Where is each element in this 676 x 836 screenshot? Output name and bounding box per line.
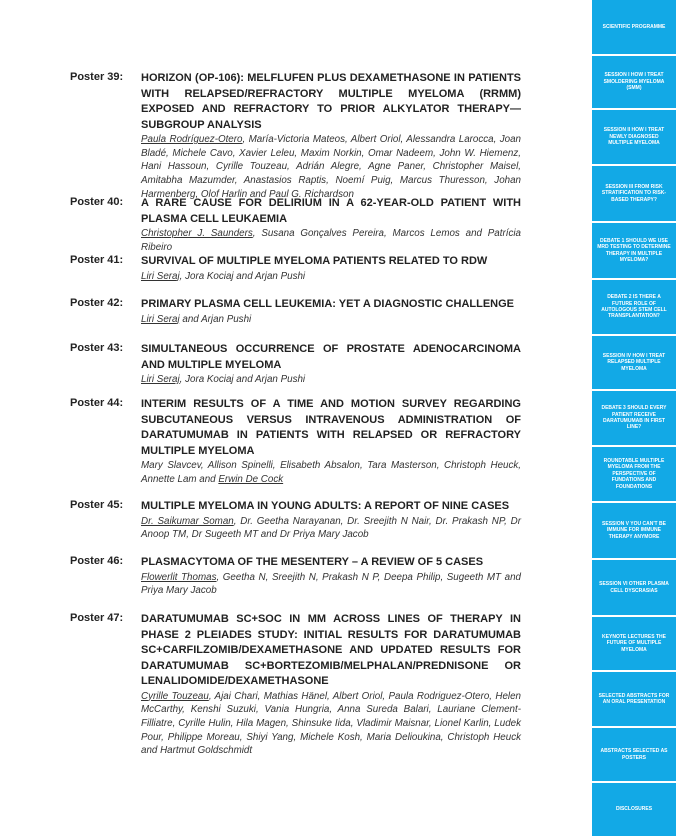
co-authors: and Arjan Pushi: [179, 313, 252, 325]
poster-number: Poster 47:: [70, 612, 124, 624]
poster-authors: [141, 373, 521, 387]
poster-title: SIMULTANEOUS OCCURRENCE OF PROSTATE ADENOCARCINOMA AND MULTIPLE MYELOMA: [141, 343, 521, 371]
poster-title: HORIZON (OP-106): MELFLUFEN PLUS DEXAMETHASONE IN PATIENTS WITH RELAPSED/REFRACTORY MULTIPLE MYELOMA (RRMM) EXPOSED AND REFRACTORY TO PRIOR ALKYLATOR THERAPY—SUBGROUP ANALYSIS: [141, 72, 521, 131]
presenting-author: Liri Seraj: [141, 374, 180, 385]
co-authors: , Dr. Geetha Narayanan, Dr. Sreejith N Nair, Dr. Prakash NP, Dr Anoop TM, Dr Sugeeth MT and Dr Priya Mary Jacob: [141, 515, 521, 541]
poster-number: Poster 40:: [70, 196, 124, 208]
poster-title: MULTIPLE MYELOMA IN YOUNG ADULTS: A REPORT OF NINE CASES: [141, 500, 510, 512]
sidebar-item-session-1[interactable]: SESSION I HOW I TREAT SMOLDERING MYELOMA (SMM): [592, 56, 676, 108]
poster-number: Poster 46:: [70, 555, 124, 567]
presenting-author: Paula Rodríguez-Otero: [141, 134, 243, 145]
poster-authors: [141, 313, 521, 327]
poster-title: INTERIM RESULTS OF A TIME AND MOTION SURVEY REGARDING SUBCUTANEOUS VERSUS INTRAVENOUS ADMINISTRATION OF DARATUMUMAB IN PATIENTS WITH RELAPSED OR REFRACTORY MULTIPLE MYELOMA: [141, 398, 521, 457]
sidebar-item-session-6[interactable]: SESSION VI OTHER PLASMA CELL DYSCRASIAS: [592, 560, 676, 615]
sidebar-item-selected-abstracts-oral[interactable]: SELECTED ABSTRACTS FOR AN ORAL PRESENTATION: [592, 672, 676, 726]
poster-number: Poster 43:: [70, 342, 124, 354]
poster-title: A RARE CAUSE FOR DELIRIUM IN A 62-YEAR-OLD PATIENT WITH PLASMA CELL LEUKAEMIA: [141, 197, 521, 225]
poster-number: Poster 42:: [70, 297, 124, 309]
co-authors: , Jora Kociaj and Arjan Pushi: [179, 374, 306, 385]
sidebar-item-session-3[interactable]: SESSION III FROM RISK STRATIFICATION TO RISK-BASED THERAPY?: [592, 166, 676, 221]
poster-title: PRIMARY PLASMA CELL LEUKEMIA: YET A DIAGNOSTIC CHALLENGE: [141, 298, 514, 310]
poster-authors: [141, 571, 521, 598]
poster-number: Poster 41:: [70, 254, 124, 266]
poster-authors: [141, 515, 521, 542]
sidebar-item-debate-3[interactable]: DEBATE 3 SHOULD EVERY PATIENT RECEIVE DARATUMUMAB IN FIRST LINE?: [592, 391, 676, 445]
sidebar-item-abstracts-posters[interactable]: ABSTRACTS SELECTED AS POSTERS: [592, 728, 676, 781]
poster-authors: [141, 133, 521, 202]
co-authors: , Susana Gonçalves Pereira, Marcos Lemos and Patrícia Ribeiro: [141, 228, 521, 253]
sidebar-item-keynote-lectures[interactable]: KEYNOTE LECTURES THE FUTURE OF MULTIPLE MYELOMA: [592, 617, 676, 670]
poster-authors: [141, 227, 521, 254]
sidebar-item-scientific-programme[interactable]: SCIENTIFIC PROGRAMME: [592, 0, 676, 54]
presenting-author: Liri Seraj: [141, 313, 180, 325]
poster-number: Poster 44:: [70, 397, 124, 409]
presenting-author: Cyrille Touzeau: [141, 690, 209, 702]
poster-number: Poster 39:: [70, 71, 124, 83]
sidebar-item-session-2[interactable]: SESSION II HOW I TREAT NEWLY DIAGNOSED MULTIPLE MYELOMA: [592, 110, 676, 164]
poster-title: PLASMACYTOMA OF THE MESENTERY – A REVIEW OF 5 CASES: [141, 556, 484, 568]
poster-authors: [141, 270, 521, 284]
presenting-author: Christopher J. Saunders: [141, 228, 253, 239]
poster-authors: [141, 459, 521, 486]
sidebar-item-session-4[interactable]: SESSION IV HOW I TREAT RELAPSED MULTIPLE MYELOMA: [592, 336, 676, 389]
sidebar-item-debate-1[interactable]: DEBATE 1 SHOULD WE USE MRD TESTING TO DETERMINE THERAPY IN MULTIPLE MYELOMA?: [592, 223, 676, 278]
presenting-author: Liri Seraj: [141, 270, 180, 282]
presenting-author: Erwin De Cock: [218, 473, 284, 485]
presenting-author: Flowerlit Thomas: [141, 571, 217, 583]
sidebar-item-disclosures[interactable]: DISCLOSURES: [592, 783, 676, 836]
poster-number: Poster 45:: [70, 499, 124, 511]
poster-authors: [141, 690, 521, 759]
presenting-author: Dr. Saikumar Soman: [141, 515, 234, 527]
sidebar-item-roundtable[interactable]: ROUNDTABLE MULTIPLE MYELOMA FROM THE PERSPECTIVE OF FUNDATIONS AND FOUNDATIONS: [592, 447, 676, 501]
sidebar-item-debate-2[interactable]: DEBATE 2 IS THERE A FUTURE ROLE OF AUTOLOGOUS STEM CELL TRANSPLANTATION?: [592, 280, 676, 334]
section-sidebar: [590, 0, 676, 836]
co-authors: , Ajai Chari, Mathias Hänel, Albert Oriol, Paula Rodriguez-Otero, Helen McCarthy, Kenshi Suzuki, Vania Hungria, Anna Sureda Balari, Lauriane Clement-Filliatre, Cyrille Hulin, Hila Magen, Shinsuke Iida, Vladimir Maisnar, Lionel Karlin, Ludek Pour, Philippe Moreau, Shiyi Yang, Michele Kosh, Maria Delioukina, Christoph Heuck and Hartmut Goldschmidt: [141, 690, 521, 757]
poster-title: DARATUMUMAB SC+SOC IN MM ACROSS LINES OF THERAPY IN PHASE 2 PLEIADES STUDY: INITIAL RESULTS FOR DARATUMUMAB SC+CARFILZOMIB/DEXAMETHASONE AND UPDATED RESULTS FOR DARATUMUMAB SC+BORTEZOMIB/MELPHALAN/PREDNISONE OR LENALIDOMIDE/DEXAMETHASONE: [141, 613, 521, 687]
co-authors: Mary Slavcev, Allison Spinelli, Elisabeth Absalon, Tara Masterson, Christoph Heuck, Annette Lam and: [141, 460, 521, 485]
poster-title: SURVIVAL OF MULTIPLE MYELOMA PATIENTS RELATED TO RDW: [141, 255, 488, 267]
co-authors: , Geetha N, Sreejith N, Prakash N P, Deepa Philip, Sugeeth MT and Priya Mary Jacob: [141, 571, 521, 597]
sidebar-item-session-5[interactable]: SESSION V YOU CAN'T BE IMMUNE FOR IMMUNE THERAPY ANYMORE: [592, 503, 676, 558]
co-authors: , Jora Kociaj and Arjan Pushi: [179, 270, 306, 282]
co-authors: , María-Victoria Mateos, Albert Oriol, Alessandra Larocca, Joan Bladé, Michele Cavo, Xavier Leleu, Maxim Norkin, Omar Nadeem, John W. Hiemenz, Hani Hassoun, Cyrille Touzeau, Adrián Alegre, Agne Paner, Christopher Maisel, Amitabha Mazumder, Anastasios Raptis, Noemí Puig, Marcus Thuresson, Johan Harmenberg, Olof Harlin and Paul G. Richardson: [141, 134, 521, 200]
